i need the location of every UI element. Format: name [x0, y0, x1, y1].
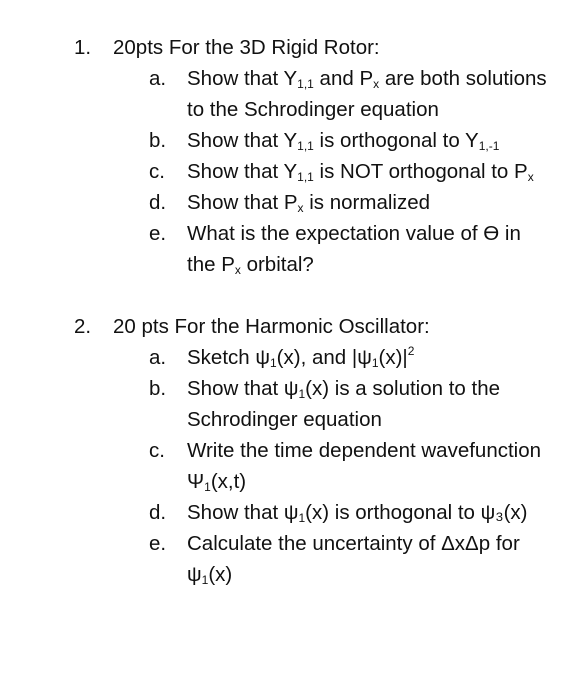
question-title: 20pts For the 3D Rigid Rotor:	[113, 36, 380, 59]
question-1-part-a	[0, 63, 572, 125]
part-letter: d.	[149, 501, 167, 524]
part-text: Calculate the uncertainty of ΔxΔp for $\psi_1(x)$	[187, 532, 520, 587]
part-letter: b.	[149, 129, 167, 152]
part-letter: e.	[149, 532, 167, 555]
question-1-part-b	[0, 125, 572, 156]
question-2-part-d	[0, 497, 572, 528]
question-number: 1.	[74, 36, 92, 59]
part-letter: d.	[149, 191, 167, 214]
question-1-part-e	[0, 218, 572, 280]
question-2-part-b	[0, 373, 572, 435]
question-1-part-d	[0, 187, 572, 218]
question-number: 2.	[74, 315, 92, 338]
part-text: Show that $Y_{1,1}$ and $P_x$ are both solutions to the Schrodinger equation	[187, 67, 547, 121]
part-text: Show that $Y_{1,1}$ is orthogonal to $Y_{1,-1}$	[187, 129, 500, 153]
part-text: Show that $\psi_1(x)$ is orthogonal to ψ₃(x)	[187, 501, 528, 525]
part-letter: b.	[149, 377, 167, 400]
question-2-part-e	[0, 528, 572, 590]
part-text: Sketch $\psi_1(x)$, and $|\psi_1(x)|^2$	[187, 344, 415, 370]
part-letter: c.	[149, 439, 165, 462]
part-text: Show that $P_x$ is normalized	[187, 191, 431, 215]
part-text: What is the expectation value of ϴ in the $P_x$ orbital?	[187, 222, 521, 277]
spacer	[0, 280, 572, 311]
question-2	[0, 311, 572, 590]
part-letter: e.	[149, 222, 167, 245]
question-2-part-a	[0, 342, 572, 373]
question-title: 20 pts For the Harmonic Oscillator:	[113, 315, 430, 338]
part-letter: c.	[149, 160, 165, 183]
part-letter: a.	[149, 67, 167, 90]
problem-set-document	[0, 32, 572, 590]
part-text: Write the time dependent wavefunction $\Psi_1(x,t)$	[187, 439, 542, 494]
question-2-part-c	[0, 435, 572, 497]
question-1	[0, 32, 572, 280]
part-text: Show that $Y_{1,1}$ is NOT orthogonal to $P_x$	[187, 160, 534, 184]
part-letter: a.	[149, 346, 167, 369]
part-text: Show that $\psi_1(x)$ is a solution to the Schrodinger equation	[187, 377, 501, 431]
question-1-part-c	[0, 156, 572, 187]
